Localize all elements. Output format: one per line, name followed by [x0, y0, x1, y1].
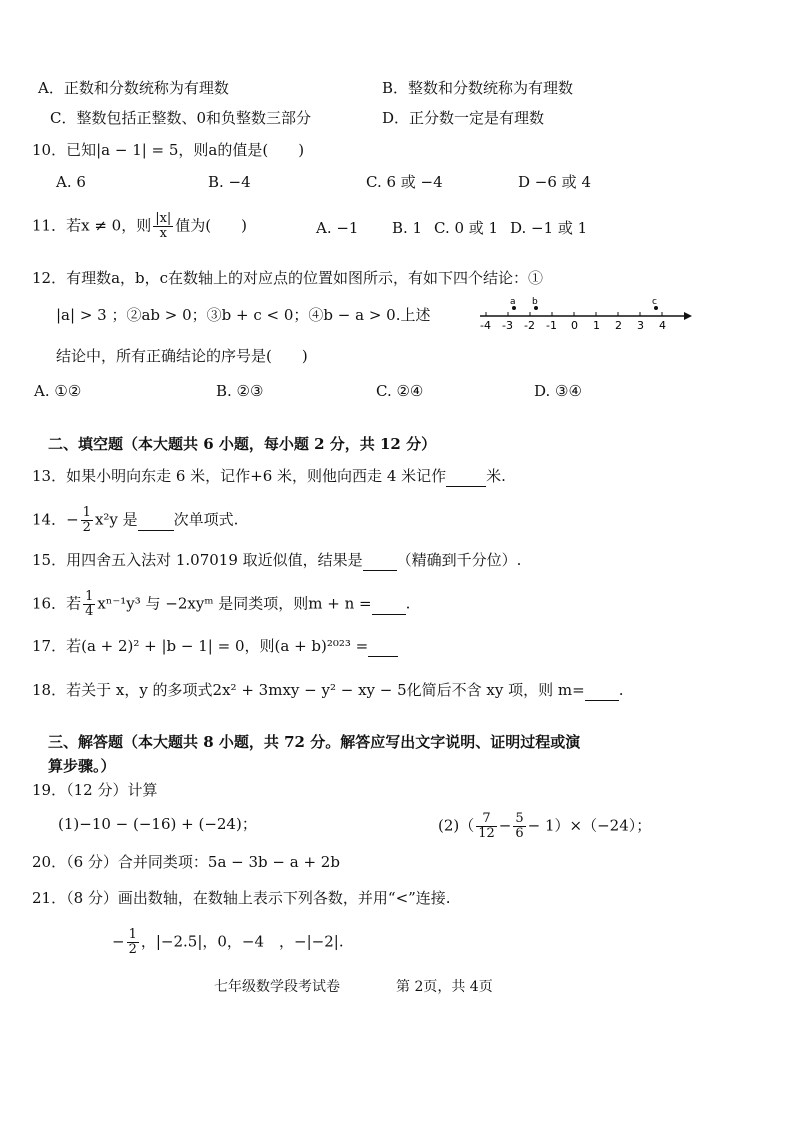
q15-suffix: （精确到千分位）. — [396, 551, 522, 569]
q14-expr: x²y 是 — [94, 510, 138, 529]
q16-frac-num: 1 — [85, 589, 94, 604]
q13-suffix: 米. — [486, 467, 506, 485]
q19-part2-prefix: (2)（ — [438, 816, 475, 835]
q11-stem — [32, 212, 247, 241]
q18-text — [32, 680, 623, 701]
q11-prefix: 11．若x ≠ 0，则 — [32, 216, 152, 235]
number-line-arrow — [684, 312, 692, 320]
q13-answer-blank[interactable] — [446, 466, 486, 487]
number-line-tick-label: 2 — [615, 319, 622, 332]
q19-frac1 — [476, 812, 497, 841]
q11-suffix: 值为( ) — [175, 216, 248, 235]
q10-option-a[interactable]: A. 6 — [56, 173, 86, 191]
q19-frac2-num: 5 — [515, 811, 524, 826]
q17-stem: 17．若(a + 2)² + |b − 1| = 0，则(a + b)²⁰²³ = — [32, 637, 369, 655]
q19-stem: 19．（12 分）计算 — [32, 781, 158, 799]
q19-part1: (1)−10 − (−16) + (−24)； — [58, 815, 257, 833]
number-line-tick-label: 1 — [593, 319, 600, 332]
q19-frac2 — [513, 812, 525, 841]
number-line-tick-label: 0 — [571, 319, 578, 332]
q16-suffix: . — [405, 594, 411, 613]
q11-frac-den: x — [159, 226, 167, 241]
number-line-tick-label: -3 — [502, 319, 513, 332]
q14-answer-blank[interactable] — [138, 510, 174, 531]
q11-option-c[interactable]: C. 0 或 1 — [434, 219, 499, 237]
q11-fraction — [153, 212, 173, 241]
q21-frac-den: 2 — [128, 942, 137, 957]
q12-option-c[interactable]: C. ②④ — [376, 382, 424, 400]
q12-line1: 12．有理数a，b，c在数轴上的对应点的位置如图所示，有如下四个结论：① — [32, 269, 544, 287]
point-c-label: c — [652, 297, 657, 307]
section3-title-line2: 算步骤。） — [48, 757, 116, 775]
q19-part2 — [438, 812, 651, 841]
q12-option-d[interactable]: D. ③④ — [534, 382, 582, 400]
q14-frac-num: 1 — [82, 505, 91, 520]
q18-stem: 18．若关于 x，y 的多项式2x² + 3mxy − y² − xy − 5化简后不含 xy 项，则 m= — [32, 681, 585, 699]
q19-frac2-den: 6 — [515, 826, 524, 841]
q12-option-b[interactable]: B. ②③ — [216, 382, 264, 400]
q16-prefix: 16．若 — [32, 594, 82, 613]
q14-text — [32, 506, 238, 535]
q9-option-b[interactable]: B．整数和分数统称为有理数 — [382, 79, 574, 97]
q17-text — [32, 636, 398, 657]
q9-option-d[interactable]: D．正分数一定是有理数 — [382, 109, 545, 127]
q9-option-a[interactable]: A．正数和分数统称为有理数 — [38, 79, 229, 97]
q20-text: 20．（6 分）合并同类项：5a − 3b − a + 2b — [32, 853, 340, 871]
q14-prefix: 14．− — [32, 510, 79, 529]
footer-title: 七年级数学段考试卷 — [214, 979, 340, 995]
q10-option-b[interactable]: B. −4 — [208, 173, 251, 191]
q16-expr: xⁿ⁻¹y³ 与 −2xyᵐ 是同类项，则m + n = — [97, 594, 372, 613]
q12-line3: 结论中，所有正确结论的序号是( ) — [56, 347, 308, 365]
q19-part2-minus: − — [498, 816, 512, 835]
number-line-tick-label: 4 — [659, 319, 666, 332]
q10-option-c[interactable]: C. 6 或 −4 — [366, 173, 443, 191]
q16-answer-blank[interactable] — [372, 594, 406, 615]
q11-option-d[interactable]: D. −1 或 1 — [510, 219, 588, 237]
q14-fraction — [81, 506, 93, 535]
q18-answer-blank[interactable] — [585, 680, 619, 701]
q19-part2-suffix: − 1）×（−24）； — [527, 816, 652, 835]
q16-frac-den: 4 — [85, 604, 94, 619]
q9-option-c[interactable]: C．整数包括正整数、0和负整数三部分 — [50, 109, 312, 127]
section3-title-line1: 三、解答题（本大题共 8 小题，共 72 分。解答应写出文字说明、证明过程或演 — [48, 733, 581, 751]
q21-frac-num: 1 — [128, 927, 137, 942]
q11-frac-num: |x| — [155, 211, 172, 226]
q16-text — [32, 590, 410, 619]
number-line-tick-label: -4 — [480, 319, 491, 332]
q19-frac1-num: 7 — [476, 812, 497, 827]
number-line-tick-label: 3 — [637, 319, 644, 332]
q15-text — [32, 550, 521, 571]
q19-frac1-den: 12 — [478, 826, 495, 841]
footer-page-number: 第 2页，共 4页 — [396, 979, 493, 995]
q12-number-line — [476, 290, 698, 334]
q12-option-a[interactable]: A. ①② — [34, 382, 82, 400]
q10-stem: 10．已知|a − 1| = 5，则a的值是( ) — [32, 141, 305, 159]
q14-suffix: 次单项式. — [173, 510, 239, 529]
point-b-label: b — [532, 297, 538, 307]
q11-option-a[interactable]: A. −1 — [316, 219, 359, 237]
q15-answer-blank[interactable] — [363, 550, 397, 571]
q21-number-list: ，|−2.5|，0，−4 ，−|−2|. — [140, 932, 344, 951]
q14-frac-den: 2 — [82, 520, 91, 535]
q13-text — [32, 466, 506, 487]
point-a-label: a — [510, 297, 516, 307]
number-line-tick-label: -1 — [546, 319, 557, 332]
q17-answer-blank[interactable] — [368, 636, 398, 657]
section2-title: 二、填空题（本大题共 6 小题，每小题 2 分，共 12 分） — [48, 435, 437, 453]
q21-text: 21．（8 分）画出数轴，在数轴上表示下列各数，并用“<”连接. — [32, 889, 451, 907]
q11-option-b[interactable]: B. 1 — [392, 219, 423, 237]
q10-option-d[interactable]: D −6 或 4 — [518, 173, 591, 191]
q18-suffix: . — [618, 681, 624, 699]
q21-fraction — [127, 928, 139, 957]
q13-stem: 13．如果小明向东走 6 米，记作+6 米，则他向西走 4 米记作 — [32, 467, 447, 485]
q21-list: − $\frac{1}{2}$ ，|−2.5|，0，−4 ，−|−2|. — [112, 927, 344, 957]
q12-line2: |a| > 3 ；②ab > 0；③b + c < 0；④b − a > 0.上述 — [56, 306, 431, 324]
number-line-tick-label: -2 — [524, 319, 535, 332]
q16-fraction — [83, 590, 95, 619]
q15-stem: 15．用四舍五入法对 1.07019 取近似值，结果是 — [32, 551, 363, 569]
